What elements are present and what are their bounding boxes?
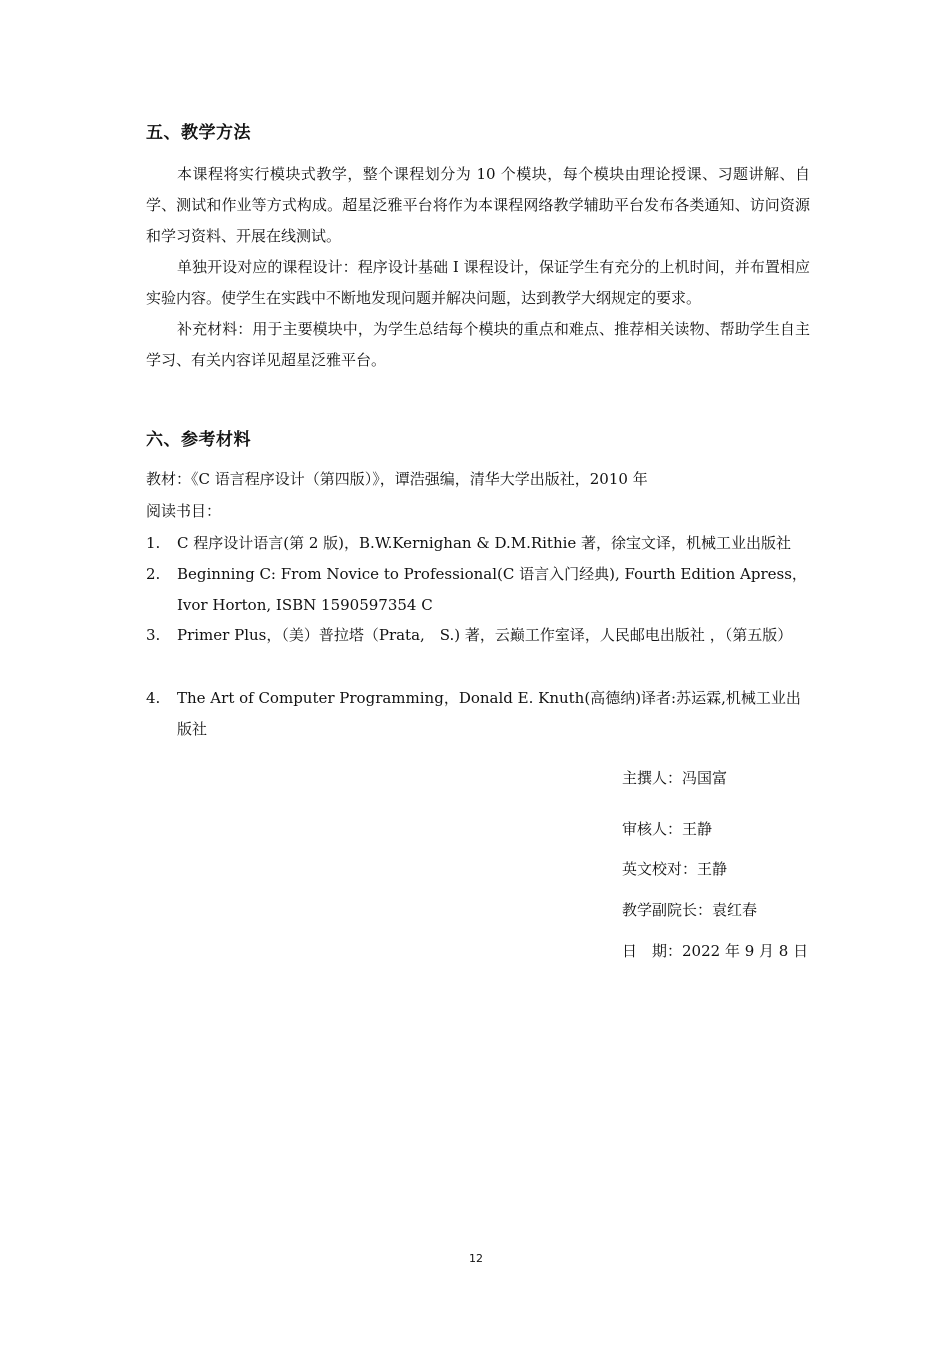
reference-number: 1. <box>146 534 161 552</box>
reference-text: Beginning C: From Novice to Professional(C 语言入门经典), Fourth Edition Apress，Ivor Horton, ISBN 1590597354 C <box>177 565 807 614</box>
reference-text: Primer Plus，（美）普拉塔（Prata, S.) 著，云巅工作室译，人民邮电出版社 ，（第五版） <box>177 626 793 644</box>
page-number: 12 <box>469 1252 483 1265</box>
reference-text: The Art of Computer Programming，Donald E. Knuth(高德纳)译者:苏运霖,机械工业出版社 <box>177 689 801 738</box>
reference-text: C 程序设计语言(第 2 版)，B.W.Kernighan & D.M.Rithie 著，徐宝文译，机械工业出版社 <box>177 534 792 552</box>
signature-english-proofreader: 英文校对：王静 <box>622 860 728 878</box>
section-heading-teaching-methods: 五、教学方法 <box>146 123 251 143</box>
signature-vice-dean: 教学副院长：袁红春 <box>622 901 758 919</box>
reference-item <box>146 683 810 745</box>
reference-number: 2. <box>146 565 161 583</box>
signature-author: 主撰人：冯国富 <box>622 769 728 787</box>
reference-item <box>146 528 810 559</box>
paragraph-course-design: 单独开设对应的课程设计：程序设计基础 I 课程设计，保证学生有充分的上机时间，并布置相应实验内容。使学生在实践中不断地发现问题并解决问题，达到教学大纲规定的要求。 <box>146 258 810 307</box>
reference-item <box>146 559 810 621</box>
reading-list-label: 阅读书目： <box>146 502 222 520</box>
paragraph-supplementary-materials: 补充材料：用于主要模块中，为学生总结每个模块的重点和难点、推荐相关读物、帮助学生自主学习、有关内容详见超星泛雅平台。 <box>146 320 810 369</box>
section-heading-reference-materials: 六、参考材料 <box>146 430 251 450</box>
signature-reviewer: 审核人：王静 <box>622 820 713 838</box>
signature-date: 日 期：2022 年 9 月 8 日 <box>622 942 809 960</box>
paragraph-modular-teaching: 本课程将实行模块式教学，整个课程划分为 10 个模块，每个模块由理论授课、习题讲解、自学、测试和作业等方式构成。超星泛雅平台将作为本课程网络教学辅助平台发布各类通知、访问资源和学习资料、开展在线测试。 <box>146 165 810 245</box>
reference-item <box>146 620 810 651</box>
reference-number: 4. <box>146 689 161 707</box>
reference-number: 3. <box>146 626 161 644</box>
textbook-line: 教材：《C 语言程序设计（第四版）》，谭浩强编，清华大学出版社，2010 年 <box>146 470 648 488</box>
